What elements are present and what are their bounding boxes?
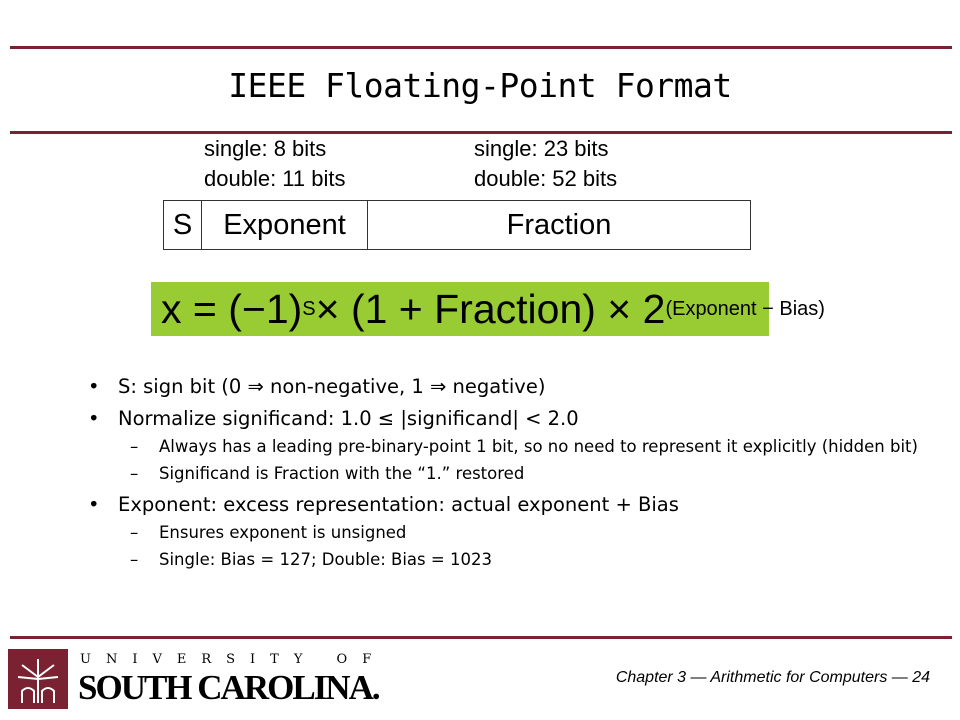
university-wordmark-top: UNIVERSITY OF [80,652,387,667]
fraction-bits-double: double: 52 bits [474,166,618,191]
sub-bullet-item: – Always has a leading pre-binary-point 1 bit, so no need to represent it explicitly (hidden bit) [130,437,918,456]
bullet-item: • S: sign bit (0 ⇒ non-negative, 1 ⇒ negative) [88,375,546,398]
slide-title: IEEE Floating-Point Format [228,66,732,105]
exponent-field: Exponent [202,201,368,249]
footer-rule [10,636,952,639]
sub-bullet-text: Ensures exponent is unsigned [159,523,407,542]
formula-middle: × (1 + Fraction) × 2 [315,285,666,332]
formula-box [151,282,825,336]
university-wordmark: SOUTH CAROLINA. [78,668,379,707]
bullet-item: • Exponent: excess representation: actual exponent + Bias [88,493,679,516]
bullet-text: Normalize significand: 1.0 ≤ |significand| < 2.0 [118,407,579,430]
bullet-text: Exponent: excess representation: actual exponent + Bias [118,493,679,516]
sign-field: S [164,201,202,249]
exponent-bits-single: single: 8 bits [204,136,327,161]
footer-text: Chapter 3 — Arithmetic for Computers — 24 [615,669,930,686]
fraction-field: Fraction [506,208,612,241]
formula-sign-exponent: S [302,297,316,320]
sub-bullet-item: – Single: Bias = 127; Double: Bias = 1023 [130,550,492,569]
top-rule [10,46,952,49]
sub-bullet-text: Significand is Fraction with the “1.” restored [159,464,525,483]
sub-bullet-item: – Significand is Fraction with the “1.” restored [130,464,525,483]
formula-lhs: x = (−1) [161,285,303,332]
university-seal-icon [8,649,68,709]
bullet-list [88,373,928,577]
fraction-bits-note [474,134,617,194]
sub-bullet-item: – Ensures exponent is unsigned [130,523,407,542]
formula-power: (Exponent − Bias) [665,297,825,320]
format-diagram [163,200,751,250]
sub-bullet-text: Always has a leading pre-binary-point 1 bit, so no need to represent it explicitly (hidden bit) [159,437,918,456]
exponent-bits-double: double: 11 bits [204,166,346,191]
fraction-bits-single: single: 23 bits [474,136,609,161]
sub-bullet-text: Single: Bias = 127; Double: Bias = 1023 [159,550,492,569]
bullet-text: S: sign bit (0 ⇒ non-negative, 1 ⇒ negative) [118,375,546,398]
bullet-item: • Normalize significand: 1.0 ≤ |significand| < 2.0 [88,407,579,430]
exponent-bits-note [204,134,345,194]
